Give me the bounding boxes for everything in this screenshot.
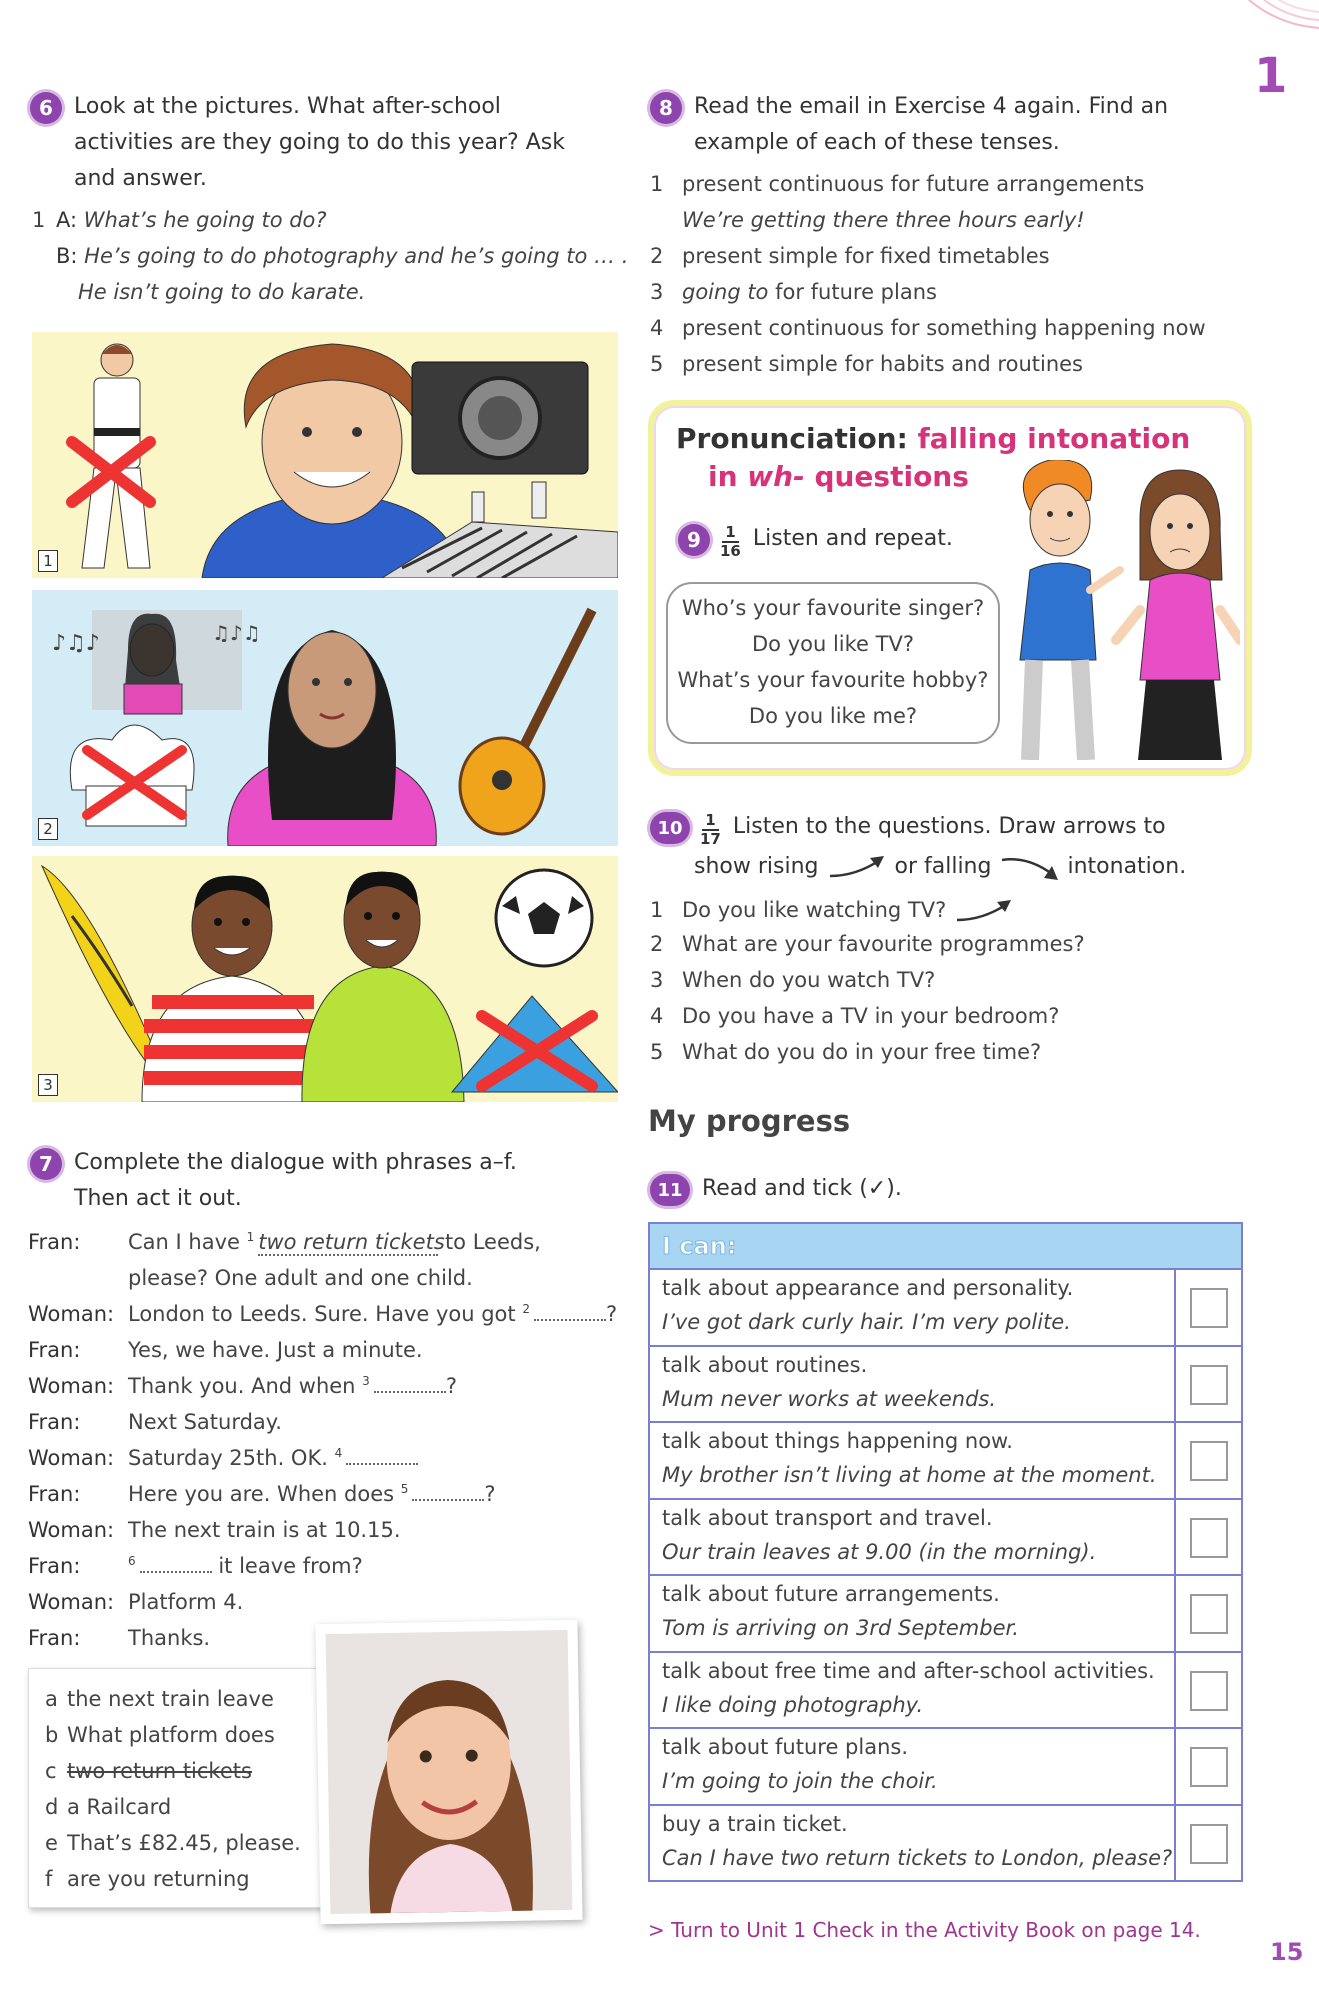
exercise-10-title: Listen to the questions. Draw arrows to xyxy=(732,814,1166,839)
tick-checkbox[interactable] xyxy=(1190,1518,1228,1558)
tick-checkbox[interactable] xyxy=(1190,1824,1228,1864)
falling-arrow-icon xyxy=(998,852,1060,882)
exercise-8-item: 2 present simple for fixed timetables xyxy=(650,244,1050,268)
exercise-8-example: We’re getting there three hours early! xyxy=(682,208,1085,232)
unit-number: 1 xyxy=(1254,48,1288,104)
tick-checkbox[interactable] xyxy=(1190,1594,1228,1634)
tick-checkbox[interactable] xyxy=(1190,1288,1228,1328)
svg-text:♪♫♪: ♪♫♪ xyxy=(52,631,100,656)
i-can-table xyxy=(648,1222,1243,1882)
exercise-11-header xyxy=(650,1174,902,1207)
exercise-6-example-a: 1 A: What’s he going to do? xyxy=(32,208,327,232)
tick-checkbox[interactable] xyxy=(1190,1671,1228,1711)
dialogue-line: Fran: Thanks. xyxy=(28,1626,211,1650)
i-can-row: talk about appearance and personality. I’ve got dark curly hair. I’m very polite. xyxy=(650,1270,1241,1347)
i-can-row: talk about free time and after-school activities. I like doing photography. xyxy=(650,1653,1241,1730)
dialogue-line: please? One adult and one child. xyxy=(128,1266,473,1290)
svg-text:♫♪♫: ♫♪♫ xyxy=(212,621,261,645)
exercise-6-example-b2: He isn’t going to do karate. xyxy=(78,280,366,304)
tick-checkbox[interactable] xyxy=(1190,1441,1228,1481)
picture-2-illustration xyxy=(32,590,618,846)
picture-1-illustration xyxy=(32,332,618,578)
exercise-8-title: Read the email in Exercise 4 again. Find an example of each of these tenses. xyxy=(694,94,1169,155)
bubble-line: Do you like TV? xyxy=(752,632,914,656)
exercise-10-item: 2 What are your favourite programmes? xyxy=(650,932,1085,956)
exercise-8-header xyxy=(650,92,1250,161)
phrases-box xyxy=(28,1668,330,1908)
exercise-10-title-line2: show rising or falling intonation. xyxy=(694,852,1186,882)
phrase-b: b What platform does xyxy=(45,1723,275,1747)
exercise-7-header xyxy=(30,1148,610,1217)
i-can-row: talk about future arrangements. Tom is arriving on 3rd September. xyxy=(650,1576,1241,1653)
i-can-row: talk about transport and travel. Our train leaves at 9.00 (in the morning). xyxy=(650,1500,1241,1577)
picture-3-illustration xyxy=(32,856,618,1102)
pronunciation-title: Pronunciation: falling intonation xyxy=(676,422,1191,455)
cd-track-icon: 1 16 xyxy=(720,523,741,560)
exercise-8-badge: 8 xyxy=(650,92,682,124)
exercise-11-title: Read and tick (✓). xyxy=(702,1176,902,1201)
dialogue-line: Woman: Thank you. And when $^3$ ? xyxy=(28,1374,457,1398)
dialogue-line: Woman: Saturday 25th. OK. $^4$ xyxy=(28,1446,418,1470)
exercise-8-item: 1 present continuous for future arrangements xyxy=(650,172,1145,196)
dialogue-line: Woman: London to Leeds. Sure. Have you got $^2$ ? xyxy=(28,1302,618,1326)
i-can-row: buy a train ticket. Can I have two return tickets to London, please? xyxy=(650,1806,1241,1881)
rising-arrow-icon xyxy=(826,852,888,882)
exercise-8-item: 4 present continuous for something happening now xyxy=(650,316,1206,340)
tick-checkbox[interactable] xyxy=(1190,1365,1228,1405)
dialogue-line: Fran: $^6$ it leave from? xyxy=(28,1554,363,1578)
exercise-10-item: 1 Do you like watching TV? xyxy=(650,896,1015,926)
activity-book-link[interactable]: > Turn to Unit 1 Check in the Activity Book on page 14. xyxy=(648,1918,1201,1942)
my-progress-heading: My progress xyxy=(648,1104,851,1138)
exercise-10-item: 5 What do you do in your free time? xyxy=(650,1040,1042,1064)
exercise-9-title: Listen and repeat. xyxy=(752,526,953,551)
page-number: 15 xyxy=(1270,1938,1304,1966)
exercise-10-header xyxy=(650,812,1166,848)
i-can-row: talk about things happening now. My brother isn’t living at home at the moment. xyxy=(650,1423,1241,1500)
exercise-10-item: 3 When do you watch TV? xyxy=(650,968,936,992)
exercise-6-badge: 6 xyxy=(30,92,62,124)
phrase-e: e That’s £82.45, please. xyxy=(45,1831,301,1855)
dialogue-line: Fran: Here you are. When does $^5$ ? xyxy=(28,1482,496,1506)
tick-checkbox[interactable] xyxy=(1190,1747,1228,1787)
phrase-a: a the next train leave xyxy=(45,1687,274,1711)
cd-track-icon: 1 17 xyxy=(700,811,721,848)
cartoon-couple-illustration xyxy=(990,460,1240,760)
exercise-7-title: Complete the dialogue with phrases a–f. Then act it out. xyxy=(74,1150,517,1211)
exercise-7-badge: 7 xyxy=(30,1148,62,1180)
exercise-10-item: 4 Do you have a TV in your bedroom? xyxy=(650,1004,1060,1028)
dialogue-line: Fran: Next Saturday. xyxy=(28,1410,282,1434)
i-can-row: talk about routines. Mum never works at weekends. xyxy=(650,1347,1241,1424)
dialogue-line: Woman: The next train is at 10.15. xyxy=(28,1518,401,1542)
picture-3-label: 3 xyxy=(38,1074,58,1096)
pronunciation-subtitle: in wh- questions xyxy=(708,460,969,493)
dialogue-line: Fran: Yes, we have. Just a minute. xyxy=(28,1338,423,1362)
phrase-f: f are you returning xyxy=(45,1867,250,1891)
exercise-9-header xyxy=(678,524,953,560)
exercise-6-header xyxy=(30,92,610,197)
exercise-9-badge: 9 xyxy=(678,524,710,556)
exercise-10-badge: 10 xyxy=(650,812,690,844)
picture-1-photography xyxy=(32,332,618,578)
dialogue-line: Woman: Platform 4. xyxy=(28,1590,244,1614)
exercise-11-badge: 11 xyxy=(650,1174,690,1206)
picture-2-label: 2 xyxy=(38,818,58,840)
i-can-row: talk about future plans. I’m going to join the choir. xyxy=(650,1729,1241,1806)
bubble-line: Who’s your favourite singer? xyxy=(681,596,985,620)
picture-2-choir xyxy=(32,590,618,846)
dialogue-line: Fran: Can I have $^1$ two return tickets to Leeds, xyxy=(28,1230,541,1254)
speech-bubble xyxy=(666,582,1000,744)
phrase-d: d a Railcard xyxy=(45,1795,172,1819)
phrase-c: c two return tickets xyxy=(45,1759,252,1783)
exercise-6-example-b: B: He’s going to do photography and he’s going to … . xyxy=(56,244,629,268)
bubble-line: Do you like me? xyxy=(748,704,918,728)
picture-1-label: 1 xyxy=(38,550,58,572)
exercise-8-item: 3 going to for future plans xyxy=(650,280,937,304)
picture-3-kayaking xyxy=(32,856,618,1102)
bubble-line: What’s your favourite hobby? xyxy=(677,668,989,692)
rising-arrow-icon xyxy=(953,896,1015,926)
exercise-8-item: 5 present simple for habits and routines xyxy=(650,352,1083,376)
exercise-6-title: Look at the pictures. What after-school activities are they going to do this year? Ask and answer. xyxy=(74,94,565,191)
photo-fran xyxy=(315,1620,582,1925)
i-can-header: I can: xyxy=(650,1224,1241,1270)
